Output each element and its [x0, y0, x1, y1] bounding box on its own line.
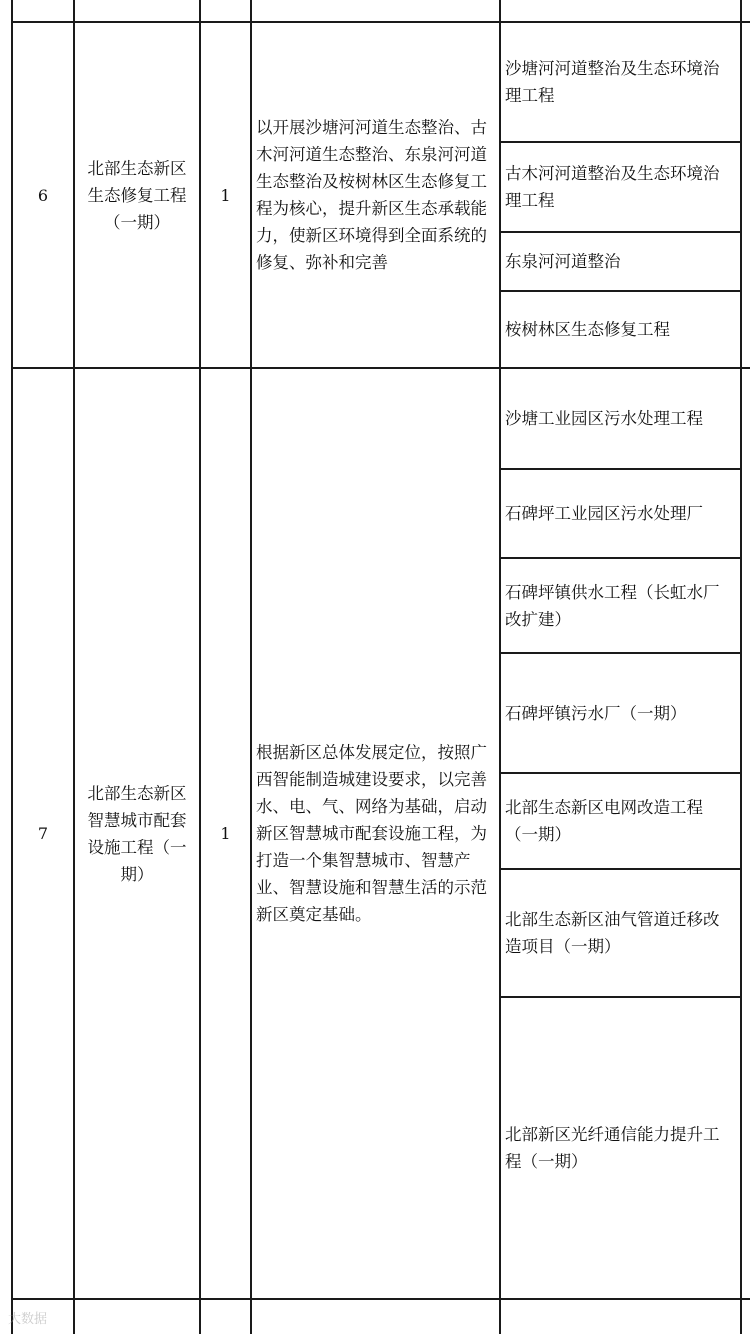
row-7-subproject-2: 石碑坪工业园区污水处理厂	[505, 504, 703, 523]
row-7-subproject-5: 北部生态新区电网改造工程（一期）	[505, 798, 703, 844]
row-6-description: 以开展沙塘河河道生态整治、古木河河道生态整治、东泉河河道生态整治及桉树林区生态修复工程为核心，提升新区生态承载能力，使新区环境得到全面系统的修复、弥补和完善	[256, 118, 487, 272]
row-7-index: 7	[37, 824, 49, 843]
watermark: 大数据	[8, 1312, 48, 1327]
row-7-subproject-4: 石碑坪镇污水厂（一期）	[505, 703, 687, 723]
row-6-index: 6	[37, 185, 49, 205]
row-6-subproject-3: 东泉河河道整治	[505, 252, 621, 271]
row-7-project-name: 北部生态新区智慧城市配套设施工程（一期）	[87, 783, 187, 884]
row-7-count: 1	[220, 824, 231, 843]
row-7-subproject-7: 北部新区光纤通信能力提升工程（一期）	[505, 1125, 720, 1171]
row-6-subproject-4: 桉树林区生态修复工程	[505, 320, 670, 339]
column-divider-5	[740, 0, 742, 1334]
row-7-subproject-6: 北部生态新区油气管道迁移改造项目（一期）	[505, 910, 720, 956]
row-divider-bottom	[11, 1298, 750, 1300]
row-7-description: 根据新区总体发展定位，按照广西智能制造城建设要求，以完善水、电、气、网络为基础，启动新区智慧城市配套设施工程，为打造一个集智慧城市、智慧产业、智慧设施和智慧生活的示范新区奠定基础。	[256, 743, 487, 924]
row-6-project-name: 北部生态新区生态修复工程（一期）	[87, 158, 187, 232]
row-7-subproject-1: 沙塘工业园区污水处理工程	[505, 409, 703, 428]
row-7-subproject-3: 石碑坪镇供水工程（长虹水厂改扩建）	[505, 582, 720, 629]
row-6-subproject-1: 沙塘河河道整治及生态环境治理工程	[505, 59, 720, 105]
row-6-subproject-2: 古木河河道整治及生态环境治理工程	[505, 164, 720, 210]
row-6-count: 1	[220, 185, 231, 205]
